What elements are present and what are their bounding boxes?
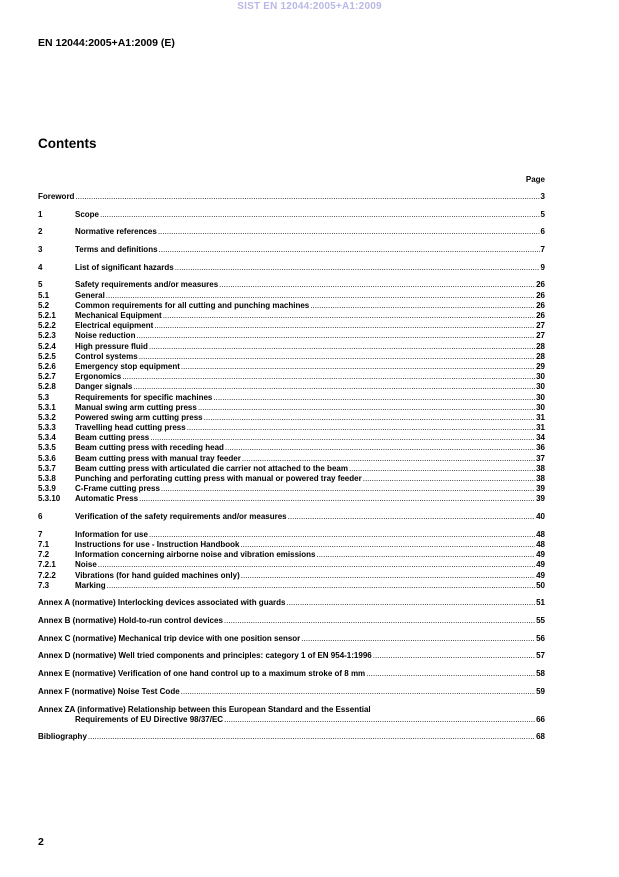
toc-entry-page: 30 (536, 372, 545, 382)
toc-entry-page: 49 (536, 570, 545, 580)
dot-leader (286, 598, 535, 608)
toc-entry-number: 5.3.2 (38, 412, 56, 422)
toc-entry-title: Annex C (normative) Mechanical trip device with one position sensor (38, 633, 301, 643)
toc-entry[interactable] (38, 474, 545, 484)
dot-leader (163, 311, 535, 321)
toc-entry-title: Instructions for use - Instruction Handbook (75, 539, 240, 549)
toc-entry-title: Automatic Press (75, 494, 139, 504)
dot-leader (139, 494, 535, 504)
toc-entry-number: 7.3 (38, 580, 50, 590)
toc-entry-title: Beam cutting press (75, 433, 150, 443)
dot-leader (149, 342, 535, 352)
dot-leader (133, 382, 535, 392)
page-number: 2 (38, 836, 44, 848)
toc-entry-number: 5.2.3 (38, 331, 56, 341)
toc-entry-title: Common requirements for all cutting and punching machines (75, 300, 310, 310)
toc-entry-page: 59 (536, 686, 545, 696)
toc-entry-title: Electrical equipment (75, 321, 154, 331)
toc-entry[interactable] (38, 540, 545, 550)
toc-entry-number: 5.3.8 (38, 474, 56, 483)
dot-leader (373, 651, 535, 661)
toc-entry-number: 5.3.5 (38, 443, 56, 453)
dot-leader (75, 192, 539, 202)
toc-entry-title: List of significant hazards (75, 262, 174, 272)
toc-entry[interactable] (38, 321, 545, 331)
dot-leader (349, 464, 535, 474)
toc-entry-title: Beam cutting press with manual tray feeder (75, 453, 241, 463)
toc-entry-title: Foreword (38, 192, 75, 201)
toc-entry[interactable] (38, 732, 545, 742)
toc-entry-number: 5.3 (38, 392, 50, 402)
dot-leader (240, 540, 535, 550)
toc-entry-page: 51 (536, 598, 545, 608)
toc-entry[interactable] (38, 512, 545, 522)
toc-entry-page: 26 (536, 280, 545, 290)
toc-entry[interactable] (38, 311, 545, 321)
dot-leader (225, 443, 535, 453)
toc-entry-number: 5.2.2 (38, 321, 56, 331)
toc-entry-title: Terms and definitions (75, 245, 158, 255)
toc-entry-title: Beam cutting press with articulated die carrier not attached to the beam (75, 463, 348, 473)
toc-entry-title: Vibrations (for hand guided machines only) (75, 570, 240, 580)
toc-entry-title: Annex F (normative) Noise Test Code (38, 686, 180, 696)
toc-entry-page: 31 (536, 412, 545, 422)
toc-entry-page: 34 (536, 433, 545, 443)
dot-leader (150, 433, 535, 443)
dot-leader (310, 301, 535, 311)
toc-entry-number: 5.3.4 (38, 433, 56, 443)
toc-entry[interactable] (38, 616, 545, 626)
dot-leader (363, 474, 535, 484)
dot-leader (241, 571, 535, 581)
dot-leader (107, 581, 535, 591)
toc-entry[interactable] (38, 571, 545, 581)
toc-entry[interactable] (38, 560, 545, 570)
toc-entry-number: 7 (38, 529, 43, 539)
toc-entry-page: 39 (536, 494, 545, 504)
toc-entry[interactable] (38, 291, 545, 301)
toc-entry-title: Annex B (normative) Hold-to-run control devices (38, 616, 223, 626)
page-column-label: Page (525, 175, 545, 184)
toc-entry[interactable] (38, 403, 545, 413)
dot-leader (154, 321, 535, 331)
toc-entry[interactable] (38, 382, 545, 392)
toc-entry-page: 3 (540, 192, 545, 201)
dot-leader (198, 403, 535, 413)
toc-entry[interactable] (38, 651, 545, 661)
dot-leader (316, 550, 535, 560)
toc-entry-page: 29 (536, 361, 545, 371)
dot-leader (161, 484, 535, 494)
toc-entry-page: 9 (540, 262, 545, 272)
toc-entry-title: Information concerning airborne noise and vibration emissions (75, 550, 316, 560)
toc-entry[interactable] (38, 210, 545, 220)
table-of-contents (38, 192, 545, 743)
toc-entry-title: Requirements for specific machines (75, 392, 213, 402)
toc-entry[interactable] (38, 362, 545, 372)
toc-entry-page: 30 (536, 382, 545, 392)
dot-leader (301, 634, 535, 644)
toc-entry[interactable] (38, 280, 545, 290)
toc-entry-title: General (75, 290, 105, 300)
toc-entry-title: High pressure fluid (75, 341, 148, 351)
dot-leader (181, 362, 535, 372)
toc-entry-number: 5.2.4 (38, 341, 56, 351)
dot-leader (122, 372, 535, 382)
dot-leader (139, 352, 535, 362)
toc-entry-title: Danger signals (75, 382, 133, 392)
toc-entry[interactable] (38, 454, 545, 464)
dot-leader (204, 413, 536, 423)
toc-entry-page: 48 (536, 539, 545, 549)
toc-entry[interactable] (38, 192, 545, 202)
toc-entry-page: 37 (536, 453, 545, 463)
toc-entry[interactable] (38, 598, 545, 608)
toc-entry-page: 28 (536, 351, 545, 361)
toc-entry-title: Powered swing arm cutting press (75, 412, 203, 422)
dot-leader (159, 245, 540, 255)
toc-entry-page: 26 (536, 300, 545, 310)
toc-entry-title: Annex A (normative) Interlocking devices associated with guards (38, 598, 286, 608)
toc-entry-title: Ergonomics (75, 372, 122, 382)
toc-entry-page: 28 (536, 341, 545, 351)
toc-entry-title: Normative references (75, 227, 157, 237)
toc-entry[interactable] (38, 413, 545, 423)
dot-leader (213, 393, 535, 403)
toc-entry-page: 58 (536, 669, 545, 679)
dot-leader (136, 331, 535, 341)
toc-entry-page: 66 (536, 714, 545, 724)
toc-entry-number: 6 (38, 512, 43, 522)
toc-entry[interactable] (38, 494, 545, 504)
toc-entry-number: 5.2 (38, 300, 50, 310)
toc-entry-number: 7.1 (38, 539, 50, 549)
toc-entry-page: 57 (536, 651, 545, 661)
toc-entry-number: 5 (38, 280, 43, 290)
dot-leader (149, 530, 535, 540)
toc-entry[interactable] (38, 423, 545, 433)
toc-entry-number: 5.3.10 (38, 494, 61, 504)
dot-leader (224, 715, 535, 725)
toc-entry-title: Annex ZA (informative) Relationship between this European Standard and the Essential (38, 704, 371, 714)
toc-entry-title: Safety requirements and/or measures (75, 280, 219, 290)
dot-leader (224, 616, 535, 626)
dot-leader (106, 291, 535, 301)
toc-entry[interactable] (38, 263, 545, 273)
toc-entry[interactable] (38, 433, 545, 443)
toc-entry-title: Emergency stop equipment (75, 361, 180, 371)
dot-leader (100, 210, 540, 220)
dot-leader (175, 263, 540, 273)
toc-entry-title: C-Frame cutting press (75, 484, 160, 494)
toc-entry-title: Mechanical Equipment (75, 311, 162, 320)
toc-entry[interactable] (38, 705, 545, 725)
toc-entry[interactable] (38, 634, 545, 644)
dot-leader (219, 280, 535, 290)
toc-entry-page: 50 (536, 580, 545, 590)
dot-leader (158, 227, 540, 237)
toc-entry-page: 55 (536, 616, 545, 626)
toc-entry[interactable] (38, 227, 545, 237)
toc-entry-title-continued: Requirements of EU Directive 98/37/EC (75, 714, 224, 724)
toc-entry-page: 26 (536, 290, 545, 300)
toc-entry[interactable] (38, 464, 545, 474)
toc-entry-page: 38 (536, 474, 545, 483)
toc-entry-page: 30 (536, 402, 545, 412)
toc-entry-page: 30 (536, 392, 545, 402)
dot-leader (242, 454, 535, 464)
toc-entry-page: 68 (536, 732, 545, 742)
toc-entry-title: Manual swing arm cutting press (75, 402, 197, 412)
toc-entry-title: Control systems (75, 351, 138, 361)
toc-entry-number: 2 (38, 227, 43, 237)
toc-entry-number: 5.1 (38, 290, 50, 300)
toc-entry[interactable] (38, 245, 545, 255)
toc-entry-number: 5.2.7 (38, 372, 56, 382)
toc-entry-number: 5.3.3 (38, 423, 56, 433)
toc-entry[interactable] (38, 484, 545, 494)
toc-entry-title: Annex E (normative) Verification of one hand control up to a maximum stroke of 8 mm (38, 669, 366, 679)
toc-entry-title: Noise reduction (75, 331, 136, 341)
toc-entry-number: 7.2.1 (38, 560, 56, 570)
toc-entry-number: 5.3.6 (38, 453, 56, 463)
toc-entry-number: 5.3.7 (38, 463, 56, 473)
toc-entry-number: 7.2.2 (38, 570, 56, 580)
toc-entry-title: Annex D (normative) Well tried components and principles: category 1 of EN 954-1:1996 (38, 651, 372, 661)
toc-entry-number: 5.3.1 (38, 402, 56, 412)
toc-entry-title: Beam cutting press with receding head (75, 443, 224, 453)
toc-entry[interactable] (38, 342, 545, 352)
toc-entry-page: 5 (540, 209, 545, 219)
toc-entry-title: Travelling head cutting press (75, 423, 186, 433)
toc-entry-page: 38 (536, 463, 545, 473)
dot-leader (181, 687, 535, 697)
toc-entry-page: 48 (536, 529, 545, 539)
toc-entry-page: 56 (536, 633, 545, 643)
document-id: EN 12044:2005+A1:2009 (E) (38, 37, 175, 49)
toc-entry-title: Punching and perforating cutting press with manual or powered tray feeder (75, 474, 362, 483)
dot-leader (366, 669, 535, 679)
toc-entry-page: 39 (536, 484, 545, 494)
toc-entry-page: 31 (536, 423, 545, 433)
toc-entry[interactable] (38, 331, 545, 341)
toc-entry-page: 6 (540, 227, 545, 237)
toc-entry-title: Information for use (75, 529, 148, 539)
toc-entry-page: 27 (536, 321, 545, 331)
toc-entry-title: Verification of the safety requirements and/or measures (75, 512, 287, 522)
toc-entry-number: 3 (38, 245, 43, 255)
toc-entry[interactable] (38, 687, 545, 697)
toc-entry-number: 5.2.5 (38, 351, 56, 361)
toc-entry-page: 49 (536, 550, 545, 560)
toc-entry-page: 40 (536, 512, 545, 522)
toc-entry-number: 4 (38, 262, 43, 272)
toc-entry[interactable] (38, 443, 545, 453)
toc-entry-title: Noise (75, 560, 97, 570)
toc-entry-title: Marking (75, 580, 106, 590)
toc-entry[interactable] (38, 530, 545, 540)
toc-entry-page: 49 (536, 560, 545, 570)
dot-leader (88, 732, 535, 742)
toc-entry-number: 5.2.6 (38, 361, 56, 371)
toc-entry[interactable] (38, 669, 545, 679)
toc-entry-number: 1 (38, 209, 43, 219)
watermark-text: SIST EN 12044:2005+A1:2009 (237, 1, 382, 12)
toc-entry-page: 27 (536, 331, 545, 341)
dot-leader (98, 560, 535, 570)
toc-entry[interactable] (38, 581, 545, 591)
toc-entry-number: 5.2.8 (38, 382, 56, 392)
toc-entry[interactable] (38, 352, 545, 362)
dot-leader (288, 512, 535, 522)
toc-entry-title: Bibliography (38, 732, 87, 742)
toc-entry[interactable] (38, 550, 545, 560)
toc-entry[interactable] (38, 372, 545, 382)
toc-entry-number: 7.2 (38, 550, 50, 560)
toc-entry[interactable] (38, 393, 545, 403)
toc-entry-title: Scope (75, 209, 100, 219)
toc-entry-number: 5.2.1 (38, 311, 56, 320)
toc-entry-page: 7 (540, 245, 545, 255)
page-title: Contents (38, 136, 97, 151)
toc-entry[interactable] (38, 301, 545, 311)
toc-entry-page: 26 (536, 311, 545, 320)
toc-entry-number: 5.3.9 (38, 484, 56, 494)
dot-leader (187, 423, 535, 433)
toc-entry-page: 36 (536, 443, 545, 453)
